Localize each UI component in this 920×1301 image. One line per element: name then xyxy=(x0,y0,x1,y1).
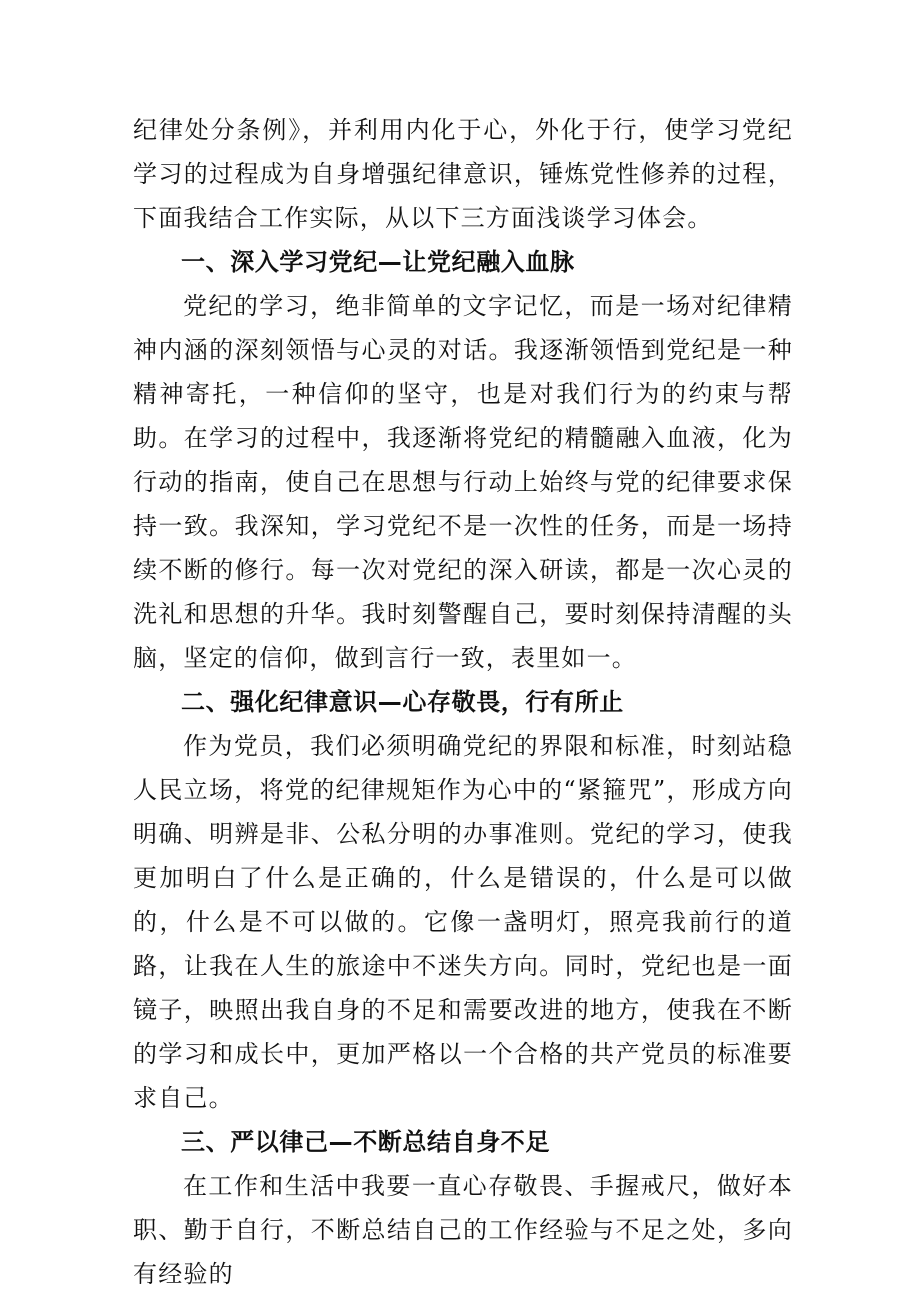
document-body xyxy=(133,108,793,1296)
section-3-paragraph: 在工作和生活中我要一直心存敬畏、手握戒尺，做好本职、勤于自行，不断总结自己的工作经验与不足之处，多向有经验的 xyxy=(133,1172,793,1288)
intro-paragraph: 纪律处分条例》，并利用内化于心，外化于行，使学习党纪学习的过程成为自身增强纪律意识，锤炼党性修养的过程，下面我结合工作实际，从以下三方面浅谈学习体会。 xyxy=(133,116,793,232)
section-1-heading: 一、深入学习党纪—让党纪融入血脉 xyxy=(181,248,575,276)
section-1-paragraph: 党纪的学习，绝非简单的文字记忆，而是一场对纪律精神内涵的深刻领悟与心灵的对话。我逐渐领悟到党纪是一种精神寄托，一种信仰的坚守，也是对我们行为的约束与帮助。在学习的过程中，我逐渐将党纪的精髓融入血液，化为行动的指南，使自己在思想与行动上始终与党的纪律要求保持一致。我深知，学习党纪不是一次性的任务，而是一场持续不断的修行。每一次对党纪的深入研读，都是一次心灵的洗礼和思想的升华。我时刻警醒自己，要时刻保持清醒的头脑，坚定的信仰，做到言行一致，表里如一。 xyxy=(133,292,793,672)
section-3-heading: 三、严以律己—不断总结自身不足 xyxy=(181,1128,550,1156)
section-2-heading: 二、强化纪律意识—心存敬畏，行有所止 xyxy=(181,688,624,716)
section-2-paragraph: 作为党员，我们必须明确党纪的界限和标准，时刻站稳人民立场，将党的纪律规矩作为心中的“紧箍咒”，形成方向明确、明辨是非、公私分明的办事准则。党纪的学习，使我更加明白了什么是正确的，什么是错误的，什么是可以做的，什么是不可以做的。它像一盏明灯，照亮我前行的道路，让我在人生的旅途中不迷失方向。同时，党纪也是一面镜子，映照出我自身的不足和需要改进的地方，使我在不断的学习和成长中，更加严格以一个合格的共产党员的标准要求自己。 xyxy=(133,732,793,1112)
